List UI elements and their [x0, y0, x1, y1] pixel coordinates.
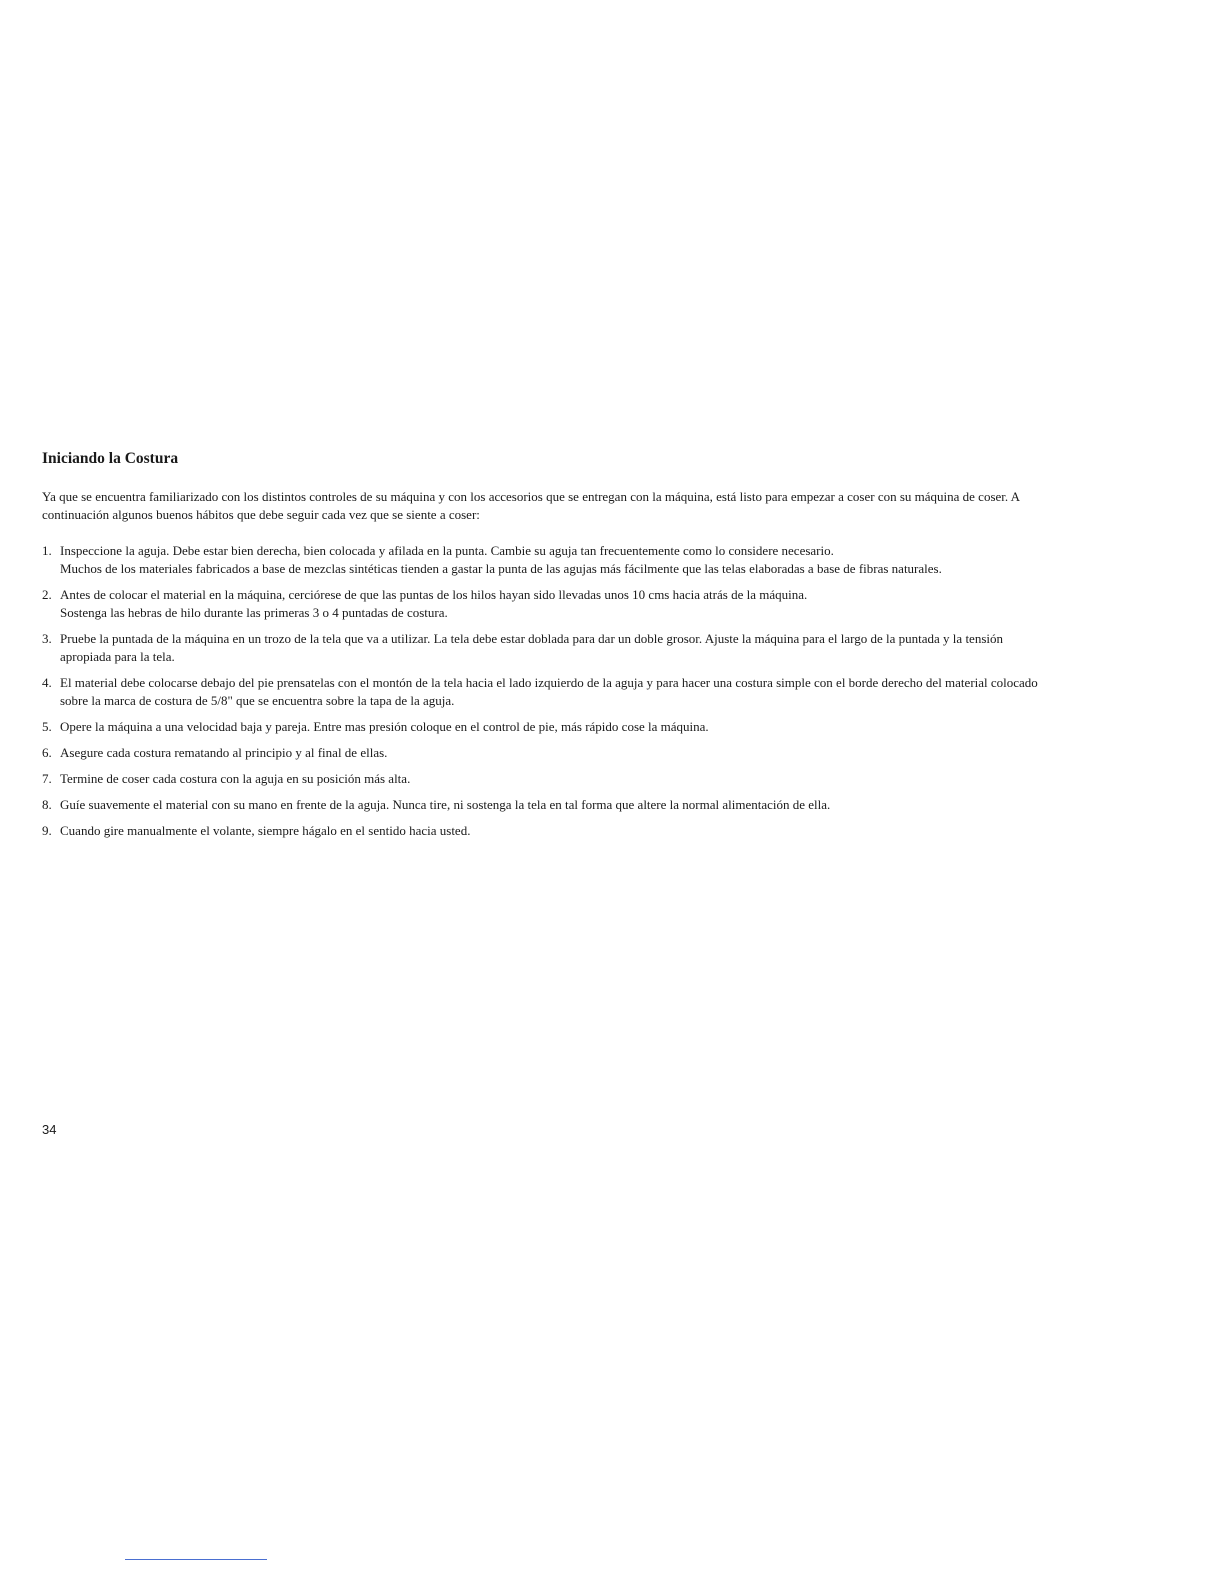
step-text: Muchos de los materiales fabricados a base de mezclas sintéticas tienden a gastar la punta de las agujas más fácilmente que las telas elaboradas a base de fibras naturales. [60, 561, 942, 576]
footer-rule [125, 1559, 267, 1560]
step-text: Antes de colocar el material en la máquina, cerciórese de que las puntas de los hilos hayan sido llevadas unos 10 cms hacia atrás de la máquina. [60, 587, 808, 602]
step-text: Guíe suavemente el material con su mano en frente de la aguja. Nunca tire, ni sostenga la tela en tal forma que altere la normal alimentación de ella. [60, 797, 831, 812]
steps-list [42, 542, 1054, 848]
step-number: 4. [42, 675, 52, 690]
step-item [42, 586, 1054, 622]
step-number: 6. [42, 745, 52, 760]
step-text: Cuando gire manualmente el volante, siempre hágalo en el sentido hacia usted. [60, 823, 471, 838]
step-text: Asegure cada costura rematando al principio y al final de ellas. [60, 745, 388, 760]
step-text: Inspeccione la aguja. Debe estar bien derecha, bien colocada y afilada en la punta. Cambie su aguja tan frecuentemente como lo considere necesario. [60, 543, 834, 558]
section-title: Iniciando la Costura [42, 450, 179, 467]
step-number: 9. [42, 823, 52, 838]
step-number: 2. [42, 587, 52, 602]
step-item [42, 796, 1054, 814]
step-text: Pruebe la puntada de la máquina en un trozo de la tela que va a utilizar. La tela debe estar doblada para dar un doble grosor. Ajuste la máquina para el largo de la puntada y la tensión apropiada para la tela. [60, 631, 1003, 664]
step-item [42, 718, 1054, 736]
intro-paragraph: Ya que se encuentra familiarizado con los distintos controles de su máquina y con los accesorios que se entregan con la máquina, está listo para empezar a coser con su máquina de coser. A continuación algunos buenos hábitos que debe seguir cada vez que se siente a coser: [42, 489, 1020, 522]
step-item [42, 822, 1054, 840]
step-text: El material debe colocarse debajo del pie prensatelas con el montón de la tela hacia el lado izquierdo de la aguja y para hacer una costura simple con el borde derecho del material colocado sobre la marca de costura de 5/8" que se encuentra sobre la tapa de la aguja. [60, 675, 1038, 708]
step-item [42, 674, 1054, 710]
step-number: 5. [42, 719, 52, 734]
step-item [42, 770, 1054, 788]
step-number: 1. [42, 543, 52, 558]
step-text: Sostenga las hebras de hilo durante las primeras 3 o 4 puntadas de costura. [60, 605, 448, 620]
step-number: 8. [42, 797, 52, 812]
step-item [42, 744, 1054, 762]
step-item [42, 542, 1054, 578]
step-number: 7. [42, 771, 52, 786]
step-text: Opere la máquina a una velocidad baja y pareja. Entre mas presión coloque en el control de pie, más rápido cose la máquina. [60, 719, 709, 734]
step-number: 3. [42, 631, 52, 646]
page-number: 34 [42, 1122, 57, 1137]
step-item [42, 630, 1054, 666]
step-text: Termine de coser cada costura con la aguja en su posición más alta. [60, 771, 411, 786]
